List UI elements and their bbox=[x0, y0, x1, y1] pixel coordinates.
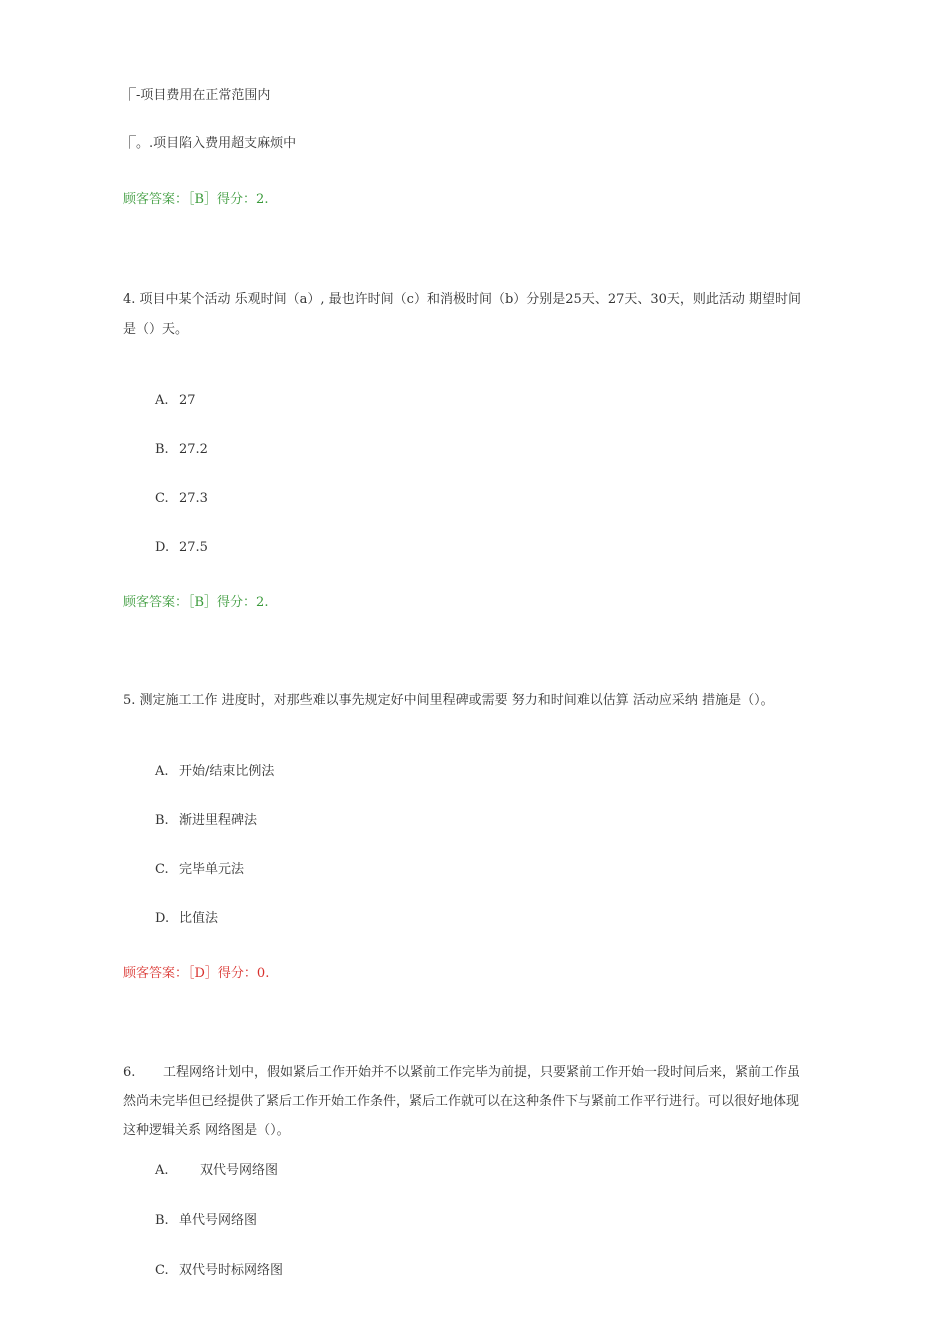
option-letter: B. bbox=[155, 813, 169, 828]
option-letter: B. bbox=[155, 1213, 169, 1228]
q4-stem-line2: 是（）天。 bbox=[123, 322, 189, 337]
q6-option-c[interactable] bbox=[155, 1261, 283, 1281]
option-letter: C. bbox=[155, 1263, 169, 1278]
q5-option-a[interactable] bbox=[155, 762, 274, 782]
q4-option-a[interactable] bbox=[155, 391, 196, 411]
option-text: 开始/结束比例法 bbox=[179, 764, 275, 779]
option-text: 项目陷入费用超支麻烦中 bbox=[153, 136, 297, 151]
option-text: 27.2 bbox=[179, 442, 208, 457]
option-letter: B. bbox=[155, 442, 169, 457]
q4-option-b[interactable] bbox=[155, 440, 208, 460]
q4-answer-result: 顾客答案：［B］得分：2. bbox=[123, 595, 269, 610]
option-letter: D. bbox=[155, 540, 170, 555]
radio-mark: ⎾- bbox=[123, 88, 141, 103]
stem-text: 工程网络计划中，假如紧后工作开始并不以紧前工作完毕为前提，只要紧前工作开始一段时间后来，紧前工作虽 bbox=[163, 1065, 801, 1080]
option-letter: A. bbox=[155, 1163, 169, 1178]
radio-mark: ⎾。. bbox=[123, 136, 154, 151]
option-text: 双代号网络图 bbox=[200, 1163, 279, 1178]
option-letter: C. bbox=[155, 862, 169, 877]
q5-option-c[interactable] bbox=[155, 860, 244, 880]
q6-stem-line2: 然尚未完毕但已经提供了紧后工作开始工作条件，紧后工作就可以在这种条件下与紧前工作平行进行。可以很好地体现 bbox=[123, 1094, 800, 1109]
option-text: 双代号时标网络图 bbox=[179, 1263, 284, 1278]
option-text: 完毕单元法 bbox=[179, 862, 245, 877]
q4-option-d[interactable] bbox=[155, 538, 208, 558]
q4-stem-line1: 4. 项目中某个活动 乐观时间（a）, 最也许时间（c）和消极时间（b）分别是25天、27天、30天，则此活动 期望时间 bbox=[123, 292, 802, 307]
q3-answer-result: 顾客答案：［B］得分：2. bbox=[123, 192, 269, 207]
q6-stem-line3: 这种逻辑关系 网络图是（）。 bbox=[123, 1123, 290, 1138]
option-letter: A. bbox=[155, 764, 169, 779]
option-letter: C. bbox=[155, 491, 169, 506]
q5-stem: 5. 测定施工工作 进度时，对那些难以事先规定好中间里程碑或需要 努力和时间难以估算 活动应采纳 措施是（）。 bbox=[123, 693, 774, 708]
option-text: 27.5 bbox=[179, 540, 208, 555]
option-text: 项目费用在正常范围内 bbox=[140, 88, 271, 103]
q6-option-b[interactable] bbox=[155, 1211, 257, 1231]
option-text: 单代号网络图 bbox=[179, 1213, 258, 1228]
q6-option-a[interactable] bbox=[155, 1161, 278, 1181]
q5-option-d[interactable] bbox=[155, 909, 218, 929]
question-number: 6. bbox=[123, 1065, 136, 1080]
option-text: 渐进里程碑法 bbox=[179, 813, 258, 828]
option-text: 27.3 bbox=[179, 491, 208, 506]
option-text: 比值法 bbox=[179, 911, 219, 926]
q4-option-c[interactable] bbox=[155, 489, 208, 509]
prev-option-c[interactable] bbox=[123, 86, 270, 106]
q5-answer-result: 顾客答案：［D］得分：0. bbox=[123, 966, 270, 981]
option-text: 27 bbox=[179, 393, 196, 408]
option-letter: A. bbox=[155, 393, 169, 408]
option-letter: D. bbox=[155, 911, 170, 926]
q5-option-b[interactable] bbox=[155, 811, 257, 831]
prev-option-d[interactable] bbox=[123, 134, 296, 154]
q6-stem-line1 bbox=[123, 1063, 800, 1083]
